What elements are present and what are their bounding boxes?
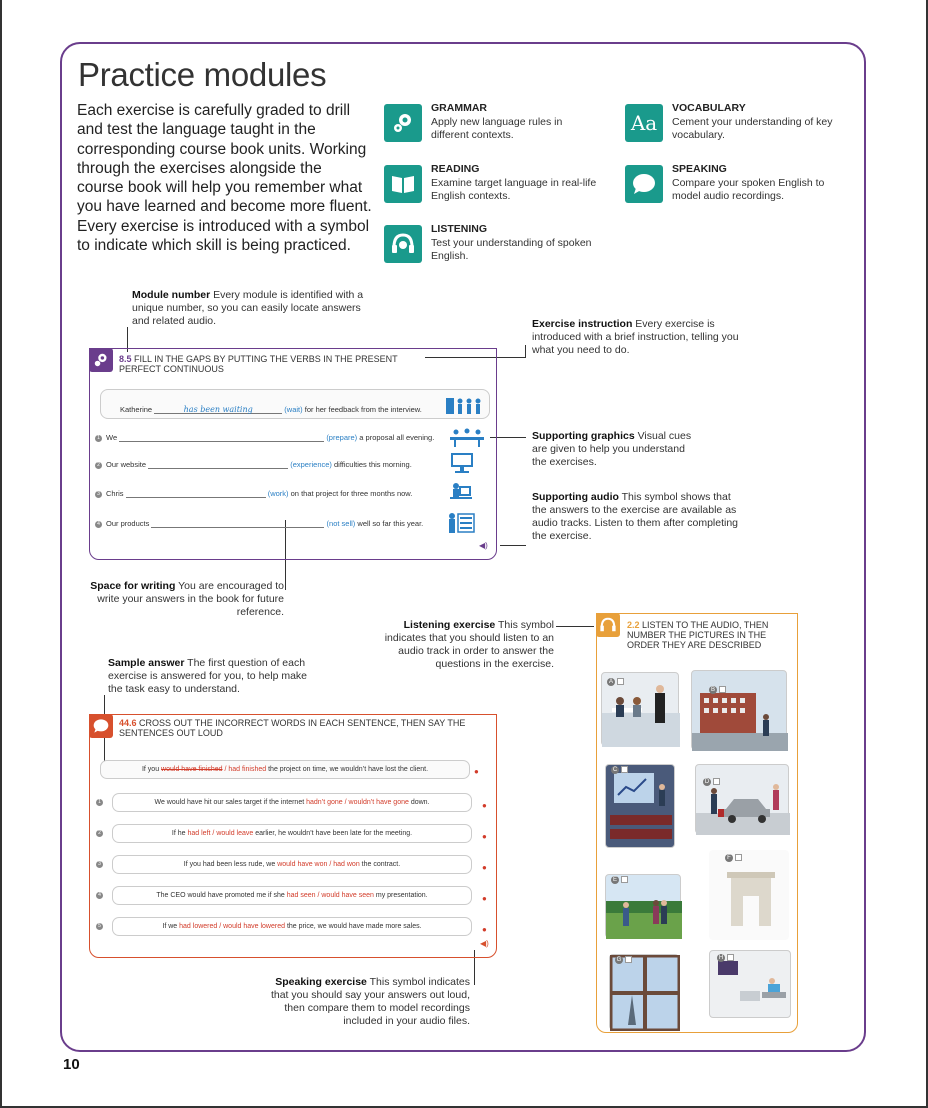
annotation-text: Every exercise is introduced with a brief instruction, telling you what you need to do. <box>532 318 739 356</box>
row-post: my presentation. <box>373 892 428 899</box>
annotation-text: This symbol shows that the answers to the exercise are available as audio tracks. Listen to them after completing the exercise. <box>532 491 739 542</box>
option-b[interactable]: had won <box>333 861 360 868</box>
option-b[interactable]: wouldn’t have gone <box>348 799 409 806</box>
sample-answer-row <box>100 389 490 419</box>
option-separator: / <box>342 799 349 806</box>
intro-paragraph: Each exercise is carefully graded to drill and test the language taught in the corresponding course book units. Working through the exercises alongside the course book will help you remember what you have learned and become more fluent. Every exercise is introduced with a symbol to indicate which skill is being practiced. <box>77 102 372 255</box>
grammar-exercise-box <box>89 348 497 560</box>
picture-label: B <box>710 687 715 693</box>
legend-listening-desc: Test your understanding of spoken English. <box>431 237 592 262</box>
picture-label: F <box>725 854 733 862</box>
speaking-row-4 <box>112 886 472 905</box>
answer-blank[interactable] <box>148 460 288 469</box>
aa-icon: Aa <box>625 104 663 142</box>
speaking-row-1 <box>112 793 472 812</box>
row-pre: If we <box>162 923 180 930</box>
row-rest: well so far this year. <box>357 519 424 528</box>
picture-label: E <box>612 877 617 883</box>
annotation-head: Sample answer <box>108 657 185 669</box>
picture-g-window <box>609 954 679 1030</box>
option-a-struck: would have finished <box>161 766 223 773</box>
picture-label: C <box>612 767 618 773</box>
audio-icon[interactable]: ◀) <box>480 939 489 948</box>
annotation-head: Supporting graphics <box>532 430 635 442</box>
mic-icon[interactable]: ● <box>482 801 487 810</box>
legend-grammar <box>384 102 624 152</box>
row-post: down. <box>408 799 430 806</box>
answer-blank[interactable] <box>126 489 266 498</box>
exercise-number: 44.6 <box>119 718 137 728</box>
option-separator: / <box>217 923 224 930</box>
row-pre: If you <box>141 766 162 773</box>
legend-grammar-title: GRAMMAR <box>431 102 487 114</box>
row-verb: (not sell) <box>326 519 356 528</box>
answer-box[interactable] <box>713 778 720 785</box>
desk-worker-graphic <box>448 481 474 503</box>
headphones-icon <box>596 613 620 637</box>
option-separator: / <box>210 830 217 837</box>
option-separator: / <box>315 892 322 899</box>
bullet: 1 <box>96 799 103 806</box>
speaking-exercise-header <box>119 718 489 738</box>
row-subject: Katherine <box>120 405 153 414</box>
grammar-row-2 <box>106 460 412 469</box>
bullet: 4 <box>95 521 102 528</box>
row-verb: (prepare) <box>326 433 358 442</box>
option-b[interactable]: would have lowered <box>223 923 285 930</box>
grammar-exercise-header <box>119 354 429 374</box>
annotation-supporting-graphics <box>532 430 692 469</box>
speaking-row-sample <box>100 760 470 779</box>
legend-vocabulary-title: VOCABULARY <box>672 102 746 114</box>
bullet: 4 <box>96 892 103 899</box>
bullet: 5 <box>96 923 103 930</box>
annotation-text: This symbol indicates that you should listen to an audio track in order to answer the questions in the exercise. <box>384 619 554 670</box>
sample-row-text <box>120 405 422 414</box>
speaking-row-3 <box>112 855 472 874</box>
option-a[interactable]: would have won <box>277 861 328 868</box>
exercise-instruction: LISTEN TO THE AUDIO, THEN NUMBER THE PICTURES IN THE ORDER THEY ARE DESCRIBED <box>627 620 769 650</box>
gear-icon <box>89 348 113 372</box>
option-b[interactable]: would leave <box>216 830 254 837</box>
grammar-row-4 <box>106 519 423 528</box>
listening-exercise-box <box>596 613 798 1033</box>
option-separator: / <box>222 766 229 773</box>
row-subject: We <box>106 433 118 442</box>
option-a[interactable]: had lowered <box>179 923 218 930</box>
row-verb: (experience) <box>290 460 332 469</box>
row-subject: Chris <box>106 489 124 498</box>
bullet: 2 <box>95 462 102 469</box>
legend-reading-title: READING <box>431 163 480 175</box>
audio-icon[interactable]: ◀) <box>479 541 488 550</box>
annotation-space-for-writing <box>88 580 284 619</box>
annotation-speaking-exercise <box>255 976 470 1028</box>
mic-icon[interactable]: ● <box>482 832 487 841</box>
picture-b-building <box>691 670 787 750</box>
legend-vocabulary <box>625 102 865 152</box>
skill-legend <box>384 102 864 272</box>
row-pre: If he <box>171 830 188 837</box>
row-post: the contract. <box>359 861 401 868</box>
exercise-number: 8.5 <box>119 354 132 364</box>
legend-speaking-title: SPEAKING <box>672 163 727 175</box>
row-pre: The CEO would have promoted me if she <box>156 892 287 899</box>
row-rest: difficulties this morning. <box>334 460 412 469</box>
pointer-line <box>500 545 526 546</box>
answer-box[interactable] <box>625 956 632 963</box>
annotation-text: The first question of each exercise is answered for you, to help make the task easy to understand. <box>108 657 308 695</box>
answer-box[interactable] <box>735 854 742 861</box>
exercise-instruction: FILL IN THE GAPS BY PUTTING THE VERBS IN THE PRESENT PERFECT CONTINUOUS <box>119 354 398 374</box>
row-rest: a proposal all evening. <box>359 433 435 442</box>
option-a[interactable]: hadn’t gone <box>306 799 343 806</box>
picture-d-taxi <box>695 764 789 834</box>
exercise-instruction: CROSS OUT THE INCORRECT WORDS IN EACH SENTENCE, THEN SAY THE SENTENCES OUT LOUD <box>119 718 466 738</box>
listening-exercise-header <box>627 620 792 650</box>
mic-icon[interactable]: ● <box>482 863 487 872</box>
picture-label: D <box>704 779 710 785</box>
speech-bubble-icon <box>625 165 663 203</box>
bullet: 1 <box>95 435 102 442</box>
grammar-row-3 <box>106 489 412 498</box>
row-pre: We would have hit our sales target if the internet <box>154 799 307 806</box>
row-verb: (work) <box>267 489 289 498</box>
picture-c-conference <box>605 764 675 848</box>
book-icon <box>384 165 422 203</box>
mic-icon[interactable]: ● <box>482 925 487 934</box>
annotation-supporting-audio <box>532 491 747 543</box>
speaking-row-5 <box>112 917 472 936</box>
pointer-line <box>525 345 526 358</box>
option-b: had finished <box>228 766 267 773</box>
grammar-row-1 <box>106 433 434 442</box>
row-subject: Our products <box>106 519 150 528</box>
bullet: 2 <box>96 830 103 837</box>
row-post: the project on time, we wouldn’t have lost the client. <box>266 766 429 773</box>
annotation-head: Speaking exercise <box>275 976 367 988</box>
annotation-text: You are encouraged to write your answers in the book for future reference. <box>97 580 284 618</box>
mic-icon[interactable]: ● <box>482 894 487 903</box>
gear-icon <box>384 104 422 142</box>
annotation-head: Space for writing <box>90 580 176 592</box>
picture-label: A <box>608 679 613 685</box>
pointer-line <box>556 626 594 627</box>
answer-blank[interactable] <box>151 519 324 528</box>
option-a[interactable]: had left <box>187 830 211 837</box>
annotation-sample-answer <box>108 657 318 696</box>
office-graphic <box>446 396 484 416</box>
legend-listening <box>384 223 624 273</box>
sample-handwritten-answer: has been waiting <box>183 405 253 414</box>
answer-box[interactable] <box>621 766 628 773</box>
answer-box[interactable] <box>727 954 734 961</box>
legend-reading-desc: Examine target language in real-life English contexts. <box>431 177 597 202</box>
annotation-text: Every module is identified with a unique number, so you can easily locate answers and related audio. <box>132 289 364 327</box>
row-rest: on that project for three months now. <box>290 489 413 498</box>
speech-bubble-icon <box>89 714 113 738</box>
sales-graphic <box>446 511 476 535</box>
answer-box[interactable] <box>617 678 624 685</box>
option-a[interactable]: had seen <box>286 892 316 899</box>
legend-vocabulary-desc: Cement your understanding of key vocabulary. <box>672 116 833 141</box>
page-title: Practice modules <box>78 56 327 93</box>
speaking-row-2 <box>112 824 472 843</box>
picture-label: H <box>718 955 724 961</box>
exercise-number: 2.2 <box>627 620 640 630</box>
picture-label: G <box>616 957 622 963</box>
mic-icon[interactable]: ● <box>474 767 479 776</box>
annotation-text: Visual cues are given to help you understand the exercises. <box>532 430 692 468</box>
annotation-head: Exercise instruction <box>532 318 633 330</box>
row-post: the price, we would have made more sales. <box>285 923 422 930</box>
bullet: 3 <box>95 491 102 498</box>
headphones-icon <box>384 225 422 263</box>
meeting-graphic <box>448 427 486 447</box>
legend-listening-title: LISTENING <box>431 223 488 235</box>
legend-speaking <box>625 163 865 213</box>
option-b[interactable]: would have seen <box>321 892 374 899</box>
annotation-head: Supporting audio <box>532 491 619 503</box>
row-subject: Our website <box>106 460 147 469</box>
row-post: earlier, he wouldn’t have been late for the meeting. <box>253 830 413 837</box>
legend-grammar-desc: Apply new language rules in different contexts. <box>431 116 563 141</box>
legend-speaking-desc: Compare your spoken English to model audio recordings. <box>672 177 825 202</box>
annotation-listening-exercise <box>374 619 554 671</box>
bullet: 3 <box>96 861 103 868</box>
row-verb: (wait) <box>284 405 303 414</box>
annotation-head: Listening exercise <box>403 619 496 631</box>
annotation-module-number <box>132 289 372 328</box>
annotation-text: This symbol indicates that you should say your answers out loud, then compare them to model recordings included in your audio files. <box>270 976 470 1027</box>
picture-f-arch <box>709 850 789 940</box>
option-separator: / <box>327 861 334 868</box>
answer-box[interactable] <box>719 686 726 693</box>
legend-reading <box>384 163 624 213</box>
row-rest: for her feedback from the interview. <box>304 405 422 414</box>
computer-graphic <box>450 453 474 475</box>
answer-blank[interactable] <box>119 433 324 442</box>
page-number: 10 <box>63 1056 80 1073</box>
annotation-head: Module number <box>132 289 211 301</box>
row-pre: If you had been less rude, we <box>183 861 278 868</box>
annotation-exercise-instruction <box>532 318 752 357</box>
answer-box[interactable] <box>621 876 628 883</box>
